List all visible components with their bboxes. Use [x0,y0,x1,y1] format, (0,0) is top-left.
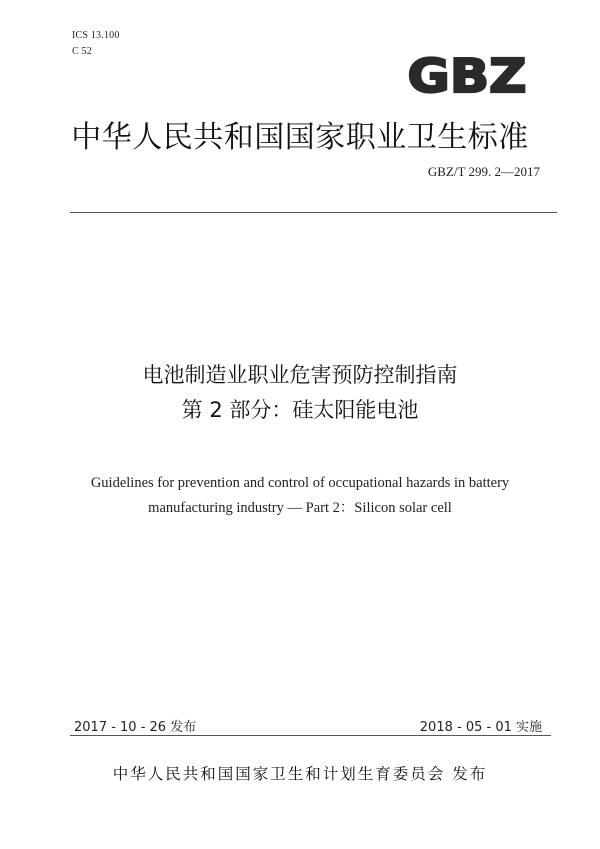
issue-date: 2017 - 10 - 26 发布 [74,720,197,735]
ccs-code: C 52 [72,46,92,57]
ics-code: ICS 13.100 [72,30,120,41]
implementation-date: 2018 - 05 - 01 实施 [419,720,542,735]
standard-number: GBZ/T 299. 2—2017 [427,164,540,179]
gbz-logo-text: GBZ [407,49,527,100]
bottom-divider [70,735,551,736]
english-title-line-2: manufacturing industry — Part 2：Silicon solar cell [148,500,452,516]
gbz-logo-graphic [404,48,530,100]
chinese-title-line-1: 电池制造业职业危害预防控制指南 [142,363,458,387]
gbz-logo [404,48,530,100]
english-title-line-1: Guidelines for prevention and control of occupational hazards in battery [90,475,510,491]
chinese-title-line-2: 第 2 部分：硅太阳能电池 [181,398,419,422]
top-divider [70,212,557,213]
standard-body-name: 中华人民共和国国家职业卫生标准 [71,120,529,155]
publisher: 中华人民共和国国家卫生和计划生育委员会 发布 [112,765,488,783]
